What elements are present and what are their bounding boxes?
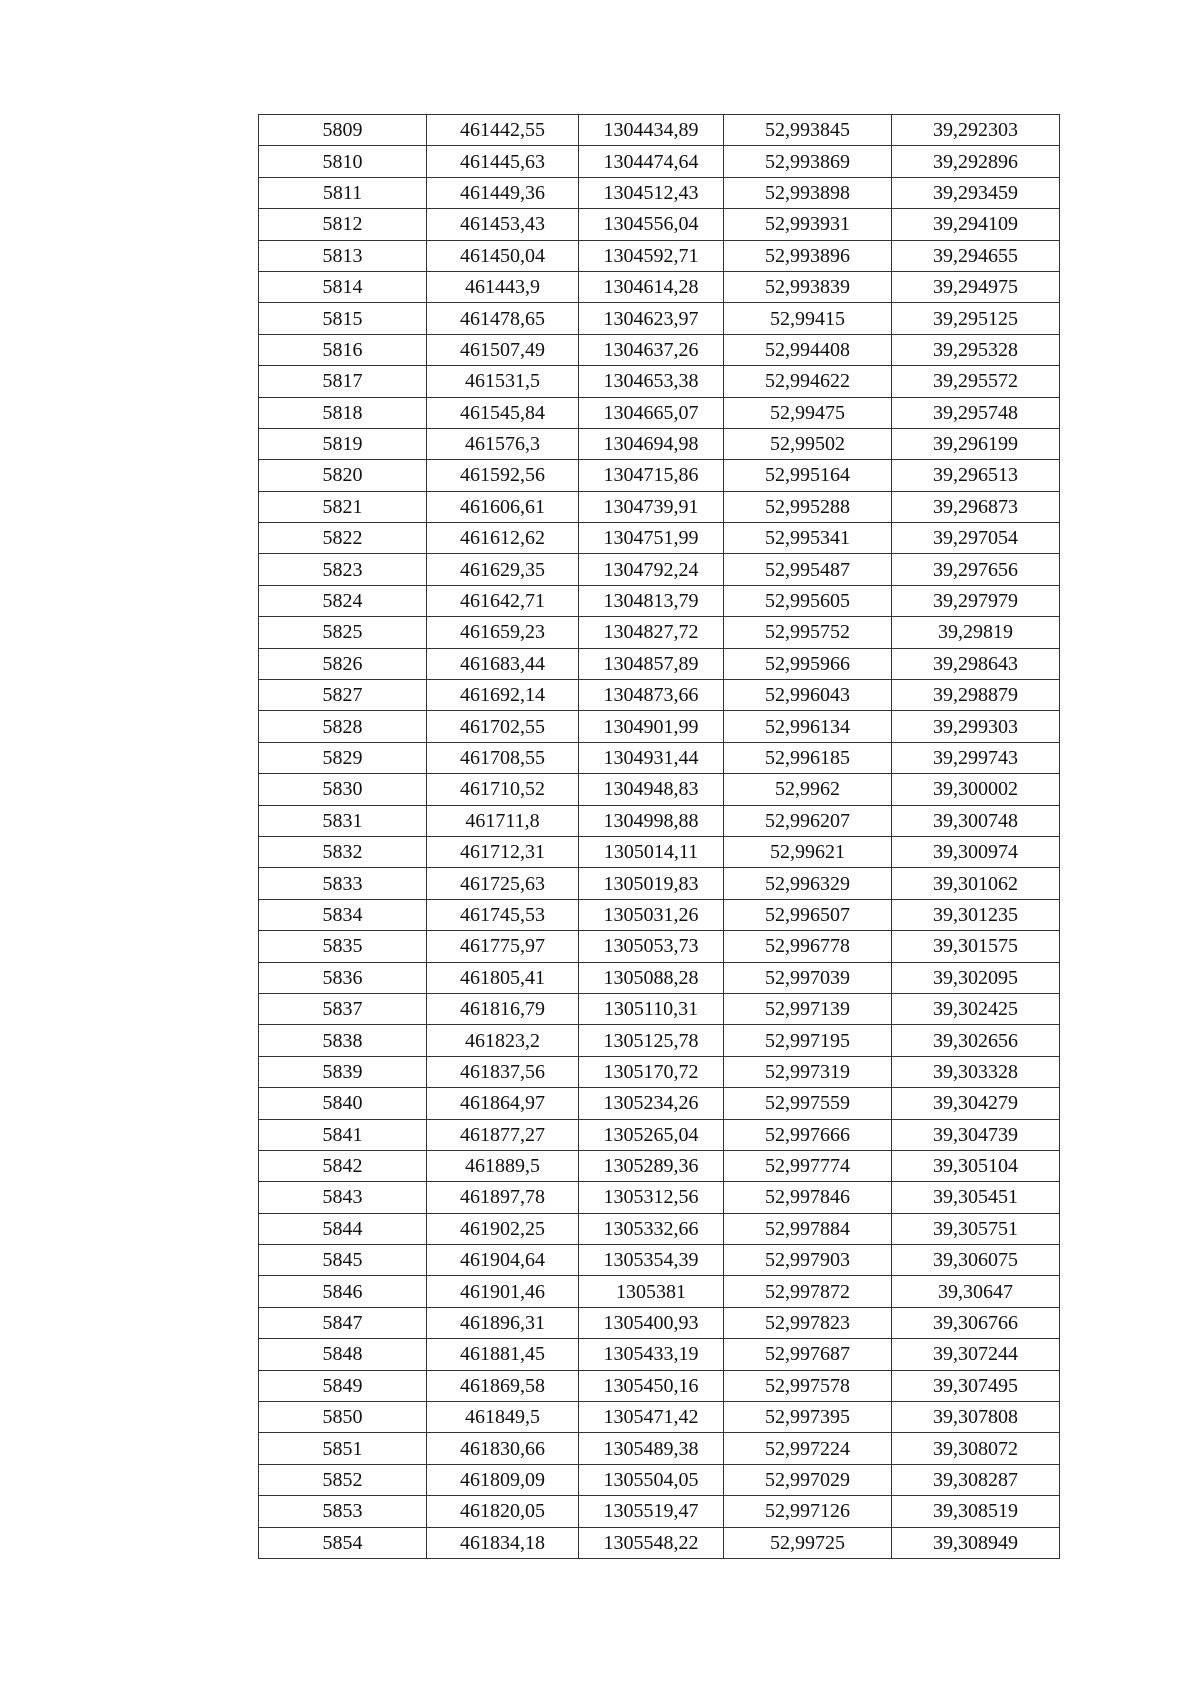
longitude-cell: 39,307495: [892, 1370, 1060, 1401]
x-coordinate-cell: 461877,27: [427, 1119, 579, 1150]
table-row: [259, 460, 1060, 491]
y-coordinate-cell: 1304592,71: [579, 240, 724, 271]
point-number-cell: 5844: [259, 1213, 427, 1244]
y-coordinate-cell: 1304694,98: [579, 428, 724, 459]
table-row: [259, 993, 1060, 1024]
latitude-cell: 52,996507: [724, 899, 892, 930]
point-number-cell: 5829: [259, 742, 427, 773]
table-row: [259, 334, 1060, 365]
y-coordinate-cell: 1305019,83: [579, 868, 724, 899]
longitude-cell: 39,308287: [892, 1464, 1060, 1495]
x-coordinate-cell: 461712,31: [427, 836, 579, 867]
x-coordinate-cell: 461830,66: [427, 1433, 579, 1464]
point-number-cell: 5835: [259, 931, 427, 962]
longitude-cell: 39,308072: [892, 1433, 1060, 1464]
table-row: [259, 1213, 1060, 1244]
y-coordinate-cell: 1305332,66: [579, 1213, 724, 1244]
y-coordinate-cell: 1305450,16: [579, 1370, 724, 1401]
y-coordinate-cell: 1304873,66: [579, 680, 724, 711]
table-row: [259, 680, 1060, 711]
x-coordinate-cell: 461576,3: [427, 428, 579, 459]
y-coordinate-cell: 1304665,07: [579, 397, 724, 428]
table-row: [259, 1339, 1060, 1370]
table-row: [259, 585, 1060, 616]
longitude-cell: 39,292303: [892, 115, 1060, 146]
longitude-cell: 39,299303: [892, 711, 1060, 742]
x-coordinate-cell: 461612,62: [427, 523, 579, 554]
x-coordinate-cell: 461897,78: [427, 1182, 579, 1213]
latitude-cell: 52,993898: [724, 177, 892, 208]
latitude-cell: 52,997126: [724, 1496, 892, 1527]
x-coordinate-cell: 461820,05: [427, 1496, 579, 1527]
longitude-cell: 39,300002: [892, 774, 1060, 805]
point-number-cell: 5838: [259, 1025, 427, 1056]
y-coordinate-cell: 1304948,83: [579, 774, 724, 805]
y-coordinate-cell: 1305519,47: [579, 1496, 724, 1527]
latitude-cell: 52,994622: [724, 366, 892, 397]
y-coordinate-cell: 1304901,99: [579, 711, 724, 742]
x-coordinate-cell: 461834,18: [427, 1527, 579, 1558]
y-coordinate-cell: 1305433,19: [579, 1339, 724, 1370]
x-coordinate-cell: 461816,79: [427, 993, 579, 1024]
point-number-cell: 5831: [259, 805, 427, 836]
x-coordinate-cell: 461606,61: [427, 491, 579, 522]
latitude-cell: 52,997903: [724, 1245, 892, 1276]
longitude-cell: 39,304739: [892, 1119, 1060, 1150]
longitude-cell: 39,30647: [892, 1276, 1060, 1307]
point-number-cell: 5843: [259, 1182, 427, 1213]
x-coordinate-cell: 461507,49: [427, 334, 579, 365]
longitude-cell: 39,294655: [892, 240, 1060, 271]
x-coordinate-cell: 461711,8: [427, 805, 579, 836]
point-number-cell: 5825: [259, 617, 427, 648]
point-number-cell: 5854: [259, 1527, 427, 1558]
point-number-cell: 5836: [259, 962, 427, 993]
y-coordinate-cell: 1304715,86: [579, 460, 724, 491]
table-row: [259, 523, 1060, 554]
point-number-cell: 5826: [259, 648, 427, 679]
longitude-cell: 39,300748: [892, 805, 1060, 836]
latitude-cell: 52,995164: [724, 460, 892, 491]
table-row: [259, 617, 1060, 648]
y-coordinate-cell: 1305471,42: [579, 1402, 724, 1433]
y-coordinate-cell: 1305289,36: [579, 1150, 724, 1181]
table-row: [259, 648, 1060, 679]
x-coordinate-cell: 461809,09: [427, 1464, 579, 1495]
latitude-cell: 52,993839: [724, 271, 892, 302]
x-coordinate-cell: 461545,84: [427, 397, 579, 428]
x-coordinate-cell: 461450,04: [427, 240, 579, 271]
latitude-cell: 52,99415: [724, 303, 892, 334]
latitude-cell: 52,996043: [724, 680, 892, 711]
y-coordinate-cell: 1305088,28: [579, 962, 724, 993]
table-row: [259, 271, 1060, 302]
latitude-cell: 52,997224: [724, 1433, 892, 1464]
latitude-cell: 52,9962: [724, 774, 892, 805]
table-row: [259, 742, 1060, 773]
x-coordinate-cell: 461453,43: [427, 209, 579, 240]
table-row: [259, 1402, 1060, 1433]
y-coordinate-cell: 1304623,97: [579, 303, 724, 334]
point-number-cell: 5814: [259, 271, 427, 302]
latitude-cell: 52,993931: [724, 209, 892, 240]
point-number-cell: 5821: [259, 491, 427, 522]
table-row: [259, 491, 1060, 522]
point-number-cell: 5842: [259, 1150, 427, 1181]
table-row: [259, 805, 1060, 836]
longitude-cell: 39,299743: [892, 742, 1060, 773]
longitude-cell: 39,298879: [892, 680, 1060, 711]
table-row: [259, 962, 1060, 993]
x-coordinate-cell: 461849,5: [427, 1402, 579, 1433]
y-coordinate-cell: 1305053,73: [579, 931, 724, 962]
longitude-cell: 39,292896: [892, 146, 1060, 177]
x-coordinate-cell: 461692,14: [427, 680, 579, 711]
longitude-cell: 39,295328: [892, 334, 1060, 365]
point-number-cell: 5820: [259, 460, 427, 491]
y-coordinate-cell: 1305110,31: [579, 993, 724, 1024]
x-coordinate-cell: 461642,71: [427, 585, 579, 616]
x-coordinate-cell: 461823,2: [427, 1025, 579, 1056]
point-number-cell: 5846: [259, 1276, 427, 1307]
longitude-cell: 39,308519: [892, 1496, 1060, 1527]
latitude-cell: 52,993869: [724, 146, 892, 177]
longitude-cell: 39,296513: [892, 460, 1060, 491]
longitude-cell: 39,294975: [892, 271, 1060, 302]
latitude-cell: 52,993896: [724, 240, 892, 271]
longitude-cell: 39,304279: [892, 1088, 1060, 1119]
y-coordinate-cell: 1305234,26: [579, 1088, 724, 1119]
table-row: [259, 1119, 1060, 1150]
longitude-cell: 39,295572: [892, 366, 1060, 397]
point-number-cell: 5853: [259, 1496, 427, 1527]
table-row: [259, 115, 1060, 146]
point-number-cell: 5827: [259, 680, 427, 711]
longitude-cell: 39,295748: [892, 397, 1060, 428]
latitude-cell: 52,997846: [724, 1182, 892, 1213]
latitude-cell: 52,997319: [724, 1056, 892, 1087]
y-coordinate-cell: 1304556,04: [579, 209, 724, 240]
longitude-cell: 39,297656: [892, 554, 1060, 585]
table-row: [259, 836, 1060, 867]
table-row: [259, 397, 1060, 428]
table-row: [259, 177, 1060, 208]
y-coordinate-cell: 1304813,79: [579, 585, 724, 616]
x-coordinate-cell: 461805,41: [427, 962, 579, 993]
x-coordinate-cell: 461896,31: [427, 1307, 579, 1338]
table-row: [259, 428, 1060, 459]
x-coordinate-cell: 461629,35: [427, 554, 579, 585]
x-coordinate-cell: 461889,5: [427, 1150, 579, 1181]
point-number-cell: 5839: [259, 1056, 427, 1087]
x-coordinate-cell: 461710,52: [427, 774, 579, 805]
y-coordinate-cell: 1304931,44: [579, 742, 724, 773]
longitude-cell: 39,296873: [892, 491, 1060, 522]
point-number-cell: 5841: [259, 1119, 427, 1150]
x-coordinate-cell: 461659,23: [427, 617, 579, 648]
latitude-cell: 52,99725: [724, 1527, 892, 1558]
latitude-cell: 52,996134: [724, 711, 892, 742]
latitude-cell: 52,997774: [724, 1150, 892, 1181]
coordinates-table: [258, 114, 1060, 1559]
table-row: [259, 1307, 1060, 1338]
x-coordinate-cell: 461901,46: [427, 1276, 579, 1307]
x-coordinate-cell: 461592,56: [427, 460, 579, 491]
longitude-cell: 39,296199: [892, 428, 1060, 459]
point-number-cell: 5837: [259, 993, 427, 1024]
longitude-cell: 39,305451: [892, 1182, 1060, 1213]
point-number-cell: 5823: [259, 554, 427, 585]
x-coordinate-cell: 461445,63: [427, 146, 579, 177]
latitude-cell: 52,997395: [724, 1402, 892, 1433]
latitude-cell: 52,997559: [724, 1088, 892, 1119]
latitude-cell: 52,995288: [724, 491, 892, 522]
latitude-cell: 52,997139: [724, 993, 892, 1024]
point-number-cell: 5811: [259, 177, 427, 208]
table-row: [259, 240, 1060, 271]
point-number-cell: 5852: [259, 1464, 427, 1495]
point-number-cell: 5833: [259, 868, 427, 899]
table-row: [259, 1527, 1060, 1558]
y-coordinate-cell: 1304637,26: [579, 334, 724, 365]
latitude-cell: 52,994408: [724, 334, 892, 365]
latitude-cell: 52,997872: [724, 1276, 892, 1307]
point-number-cell: 5848: [259, 1339, 427, 1370]
table-row: [259, 1464, 1060, 1495]
point-number-cell: 5845: [259, 1245, 427, 1276]
y-coordinate-cell: 1304739,91: [579, 491, 724, 522]
latitude-cell: 52,997884: [724, 1213, 892, 1244]
y-coordinate-cell: 1305170,72: [579, 1056, 724, 1087]
latitude-cell: 52,993845: [724, 115, 892, 146]
point-number-cell: 5828: [259, 711, 427, 742]
longitude-cell: 39,306766: [892, 1307, 1060, 1338]
latitude-cell: 52,997666: [724, 1119, 892, 1150]
x-coordinate-cell: 461725,63: [427, 868, 579, 899]
longitude-cell: 39,295125: [892, 303, 1060, 334]
x-coordinate-cell: 461478,65: [427, 303, 579, 334]
table-row: [259, 1276, 1060, 1307]
y-coordinate-cell: 1304998,88: [579, 805, 724, 836]
point-number-cell: 5813: [259, 240, 427, 271]
point-number-cell: 5832: [259, 836, 427, 867]
longitude-cell: 39,302425: [892, 993, 1060, 1024]
table-row: [259, 1182, 1060, 1213]
x-coordinate-cell: 461449,36: [427, 177, 579, 208]
table-row: [259, 1496, 1060, 1527]
y-coordinate-cell: 1304827,72: [579, 617, 724, 648]
longitude-cell: 39,297054: [892, 523, 1060, 554]
longitude-cell: 39,307808: [892, 1402, 1060, 1433]
latitude-cell: 52,996207: [724, 805, 892, 836]
point-number-cell: 5840: [259, 1088, 427, 1119]
longitude-cell: 39,305104: [892, 1150, 1060, 1181]
latitude-cell: 52,997687: [724, 1339, 892, 1370]
y-coordinate-cell: 1304614,28: [579, 271, 724, 302]
table-row: [259, 554, 1060, 585]
point-number-cell: 5824: [259, 585, 427, 616]
point-number-cell: 5834: [259, 899, 427, 930]
table-row: [259, 1056, 1060, 1087]
table-row: [259, 931, 1060, 962]
point-number-cell: 5850: [259, 1402, 427, 1433]
y-coordinate-cell: 1305504,05: [579, 1464, 724, 1495]
coordinates-table-body: [259, 115, 1060, 1559]
longitude-cell: 39,301575: [892, 931, 1060, 962]
point-number-cell: 5822: [259, 523, 427, 554]
table-row: [259, 366, 1060, 397]
latitude-cell: 52,996778: [724, 931, 892, 962]
x-coordinate-cell: 461442,55: [427, 115, 579, 146]
longitude-cell: 39,297979: [892, 585, 1060, 616]
latitude-cell: 52,99502: [724, 428, 892, 459]
table-row: [259, 868, 1060, 899]
x-coordinate-cell: 461702,55: [427, 711, 579, 742]
point-number-cell: 5809: [259, 115, 427, 146]
table-row: [259, 209, 1060, 240]
latitude-cell: 52,995966: [724, 648, 892, 679]
y-coordinate-cell: 1305014,11: [579, 836, 724, 867]
x-coordinate-cell: 461745,53: [427, 899, 579, 930]
longitude-cell: 39,298643: [892, 648, 1060, 679]
longitude-cell: 39,300974: [892, 836, 1060, 867]
latitude-cell: 52,997195: [724, 1025, 892, 1056]
y-coordinate-cell: 1305400,93: [579, 1307, 724, 1338]
y-coordinate-cell: 1305265,04: [579, 1119, 724, 1150]
longitude-cell: 39,302095: [892, 962, 1060, 993]
point-number-cell: 5847: [259, 1307, 427, 1338]
table-row: [259, 774, 1060, 805]
table-row: [259, 1433, 1060, 1464]
y-coordinate-cell: 1304653,38: [579, 366, 724, 397]
latitude-cell: 52,997578: [724, 1370, 892, 1401]
y-coordinate-cell: 1305031,26: [579, 899, 724, 930]
y-coordinate-cell: 1305354,39: [579, 1245, 724, 1276]
y-coordinate-cell: 1304434,89: [579, 115, 724, 146]
point-number-cell: 5830: [259, 774, 427, 805]
latitude-cell: 52,995752: [724, 617, 892, 648]
longitude-cell: 39,307244: [892, 1339, 1060, 1370]
y-coordinate-cell: 1305548,22: [579, 1527, 724, 1558]
y-coordinate-cell: 1304857,89: [579, 648, 724, 679]
x-coordinate-cell: 461864,97: [427, 1088, 579, 1119]
latitude-cell: 52,997823: [724, 1307, 892, 1338]
longitude-cell: 39,301235: [892, 899, 1060, 930]
table-row: [259, 711, 1060, 742]
y-coordinate-cell: 1304792,24: [579, 554, 724, 585]
latitude-cell: 52,997029: [724, 1464, 892, 1495]
table-row: [259, 1025, 1060, 1056]
x-coordinate-cell: 461904,64: [427, 1245, 579, 1276]
table-row: [259, 146, 1060, 177]
x-coordinate-cell: 461708,55: [427, 742, 579, 773]
y-coordinate-cell: 1305489,38: [579, 1433, 724, 1464]
longitude-cell: 39,306075: [892, 1245, 1060, 1276]
table-row: [259, 1150, 1060, 1181]
latitude-cell: 52,996329: [724, 868, 892, 899]
x-coordinate-cell: 461775,97: [427, 931, 579, 962]
longitude-cell: 39,29819: [892, 617, 1060, 648]
longitude-cell: 39,294109: [892, 209, 1060, 240]
point-number-cell: 5849: [259, 1370, 427, 1401]
x-coordinate-cell: 461683,44: [427, 648, 579, 679]
point-number-cell: 5819: [259, 428, 427, 459]
latitude-cell: 52,995605: [724, 585, 892, 616]
y-coordinate-cell: 1305125,78: [579, 1025, 724, 1056]
table-row: [259, 1370, 1060, 1401]
table-row: [259, 303, 1060, 334]
x-coordinate-cell: 461531,5: [427, 366, 579, 397]
longitude-cell: 39,305751: [892, 1213, 1060, 1244]
point-number-cell: 5815: [259, 303, 427, 334]
latitude-cell: 52,995487: [724, 554, 892, 585]
latitude-cell: 52,996185: [724, 742, 892, 773]
y-coordinate-cell: 1304474,64: [579, 146, 724, 177]
point-number-cell: 5851: [259, 1433, 427, 1464]
y-coordinate-cell: 1305312,56: [579, 1182, 724, 1213]
point-number-cell: 5816: [259, 334, 427, 365]
x-coordinate-cell: 461837,56: [427, 1056, 579, 1087]
x-coordinate-cell: 461881,45: [427, 1339, 579, 1370]
table-row: [259, 1088, 1060, 1119]
point-number-cell: 5818: [259, 397, 427, 428]
x-coordinate-cell: 461443,9: [427, 271, 579, 302]
x-coordinate-cell: 461869,58: [427, 1370, 579, 1401]
longitude-cell: 39,303328: [892, 1056, 1060, 1087]
y-coordinate-cell: 1304512,43: [579, 177, 724, 208]
longitude-cell: 39,308949: [892, 1527, 1060, 1558]
y-coordinate-cell: 1304751,99: [579, 523, 724, 554]
latitude-cell: 52,99475: [724, 397, 892, 428]
x-coordinate-cell: 461902,25: [427, 1213, 579, 1244]
longitude-cell: 39,302656: [892, 1025, 1060, 1056]
point-number-cell: 5817: [259, 366, 427, 397]
table-row: [259, 1245, 1060, 1276]
point-number-cell: 5812: [259, 209, 427, 240]
table-row: [259, 899, 1060, 930]
longitude-cell: 39,301062: [892, 868, 1060, 899]
latitude-cell: 52,995341: [724, 523, 892, 554]
point-number-cell: 5810: [259, 146, 427, 177]
y-coordinate-cell: 1305381: [579, 1276, 724, 1307]
latitude-cell: 52,997039: [724, 962, 892, 993]
latitude-cell: 52,99621: [724, 836, 892, 867]
longitude-cell: 39,293459: [892, 177, 1060, 208]
